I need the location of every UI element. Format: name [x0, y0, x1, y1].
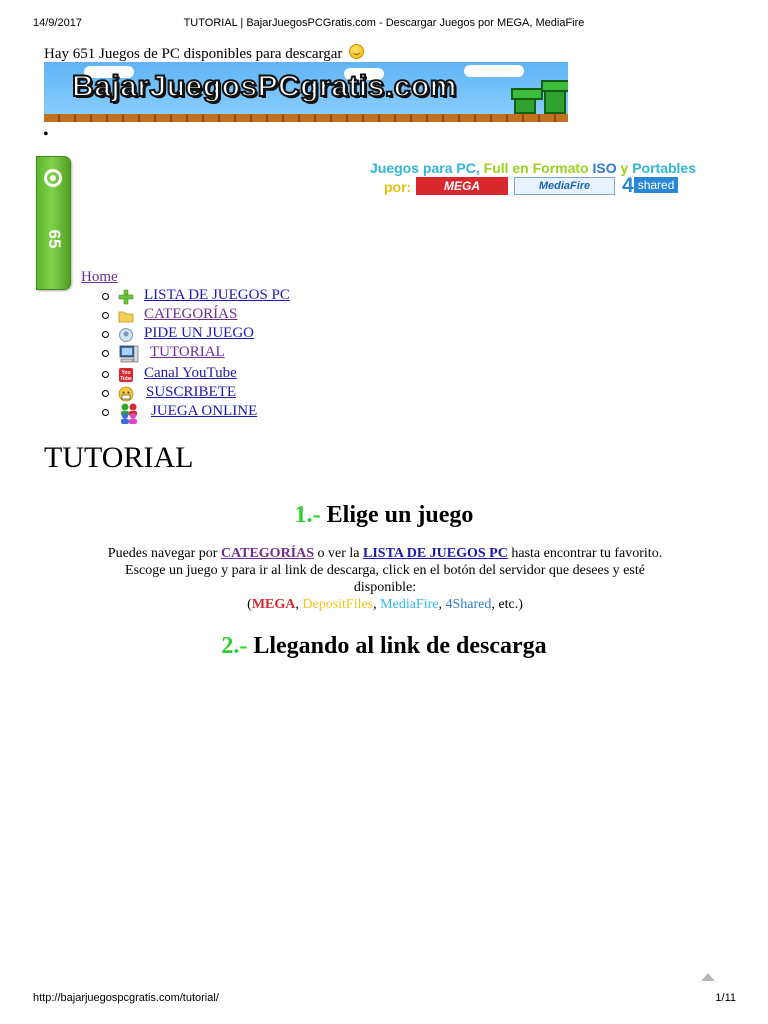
- menu-link-pide-juego[interactable]: PIDE UN JUEGO: [144, 325, 254, 341]
- lista-juegos-link[interactable]: LISTA DE JUEGOS PC: [363, 546, 508, 561]
- folder-icon: [118, 308, 134, 324]
- mediafire-logo: MediaFire: [514, 177, 615, 195]
- menu-link-suscribete[interactable]: SUSCRIBETE: [146, 384, 237, 400]
- svg-text:You: You: [121, 370, 131, 376]
- smiley-icon: [349, 44, 364, 59]
- print-page-title: TUTORIAL | BajarJuegosPCGratis.com - Descargar Juegos por MEGA, MediaFire: [183, 17, 585, 29]
- step-1-title: Elige un juego: [326, 502, 474, 528]
- computer-icon: [118, 344, 140, 364]
- server-4shared: 4Shared: [445, 597, 492, 612]
- step-2-title: Llegando al link de descarga: [253, 633, 547, 659]
- mega-logo: MEGA: [416, 177, 508, 195]
- site-tagline: [370, 157, 696, 179]
- tagline-text: Portables: [632, 160, 696, 176]
- step-1-line-1: [60, 545, 710, 562]
- menu-link-categorias[interactable]: CATEGORÍAS: [144, 306, 238, 322]
- step-1-line-2: Escoge un juego y para ir al link de descarga, click en el botón del servidor que desees y esté disponible:: [125, 563, 645, 595]
- menu-link-youtube[interactable]: Canal YouTube: [144, 365, 237, 381]
- page-title: TUTORIAL: [44, 441, 194, 474]
- categorias-link[interactable]: CATEGORÍAS: [220, 546, 315, 561]
- print-page-number: 1/11: [715, 992, 736, 1004]
- game-count-text: Hay 651 Juegos de PC disponibles para descargar: [44, 46, 343, 62]
- step-1-text: , etc.): [491, 597, 523, 612]
- 4shared-logo-number: 4: [622, 174, 634, 197]
- tagline-por: por:: [384, 179, 412, 195]
- server-depositfiles: DepositFiles: [302, 597, 374, 612]
- subscribe-icon: [118, 386, 134, 402]
- request-icon: [118, 327, 134, 343]
- share-count: 65: [45, 229, 64, 249]
- step-1-text: o ver la: [317, 546, 360, 561]
- step-1-heading: [0, 502, 768, 529]
- step-1-body: [60, 545, 710, 613]
- step-2-heading: [0, 633, 768, 660]
- print-date: 14/9/2017: [33, 17, 82, 29]
- tagline-text: Full en Formato: [483, 160, 589, 176]
- menu-link-juega-online[interactable]: JUEGA ONLINE: [151, 403, 258, 419]
- print-url: http://bajarjuegospcgratis.com/tutorial/: [33, 992, 219, 1004]
- scroll-top-arrow-icon[interactable]: [701, 973, 715, 981]
- tagline-text: y: [620, 160, 629, 176]
- step-1-server-list: [60, 596, 710, 613]
- 4shared-logo: [622, 174, 696, 197]
- game-count-notice: [44, 44, 364, 63]
- server-mega: MEGA: [251, 597, 296, 612]
- step-1-text: ,: [438, 597, 442, 612]
- step-1-text: Puedes navegar por: [107, 546, 218, 561]
- step-1-text: hasta encontrar tu favorito.: [511, 546, 663, 561]
- svg-text:Tube: Tube: [120, 376, 132, 382]
- youtube-icon: [118, 367, 134, 383]
- plus-icon: [118, 289, 134, 305]
- menu-link-tutorial[interactable]: TUTORIAL: [150, 344, 225, 360]
- users-icon: [118, 402, 140, 424]
- share-icon: [44, 169, 62, 187]
- step-2-number: 2.-: [221, 633, 248, 659]
- pipe-icon: [544, 84, 566, 114]
- list-bullet: •: [43, 126, 49, 143]
- step-1-text: ,: [373, 597, 377, 612]
- step-1-text: (: [247, 597, 252, 612]
- tagline-text: ISO: [592, 160, 617, 176]
- menu-link-lista-juegos[interactable]: LISTA DE JUEGOS PC: [144, 287, 290, 303]
- site-banner[interactable]: [44, 62, 568, 122]
- step-1-number: 1.-: [294, 502, 321, 528]
- 4shared-logo-text: shared: [634, 177, 679, 193]
- pipe-icon: [514, 92, 536, 114]
- social-side-tab[interactable]: [36, 156, 71, 290]
- tagline-text: Juegos para PC,: [370, 160, 480, 176]
- home-link[interactable]: Home: [81, 269, 118, 285]
- banner-logo-text: BajarJuegosPCgratis.com: [72, 70, 457, 103]
- step-1-text: ,: [295, 597, 299, 612]
- server-mediafire: MediaFire: [380, 597, 439, 612]
